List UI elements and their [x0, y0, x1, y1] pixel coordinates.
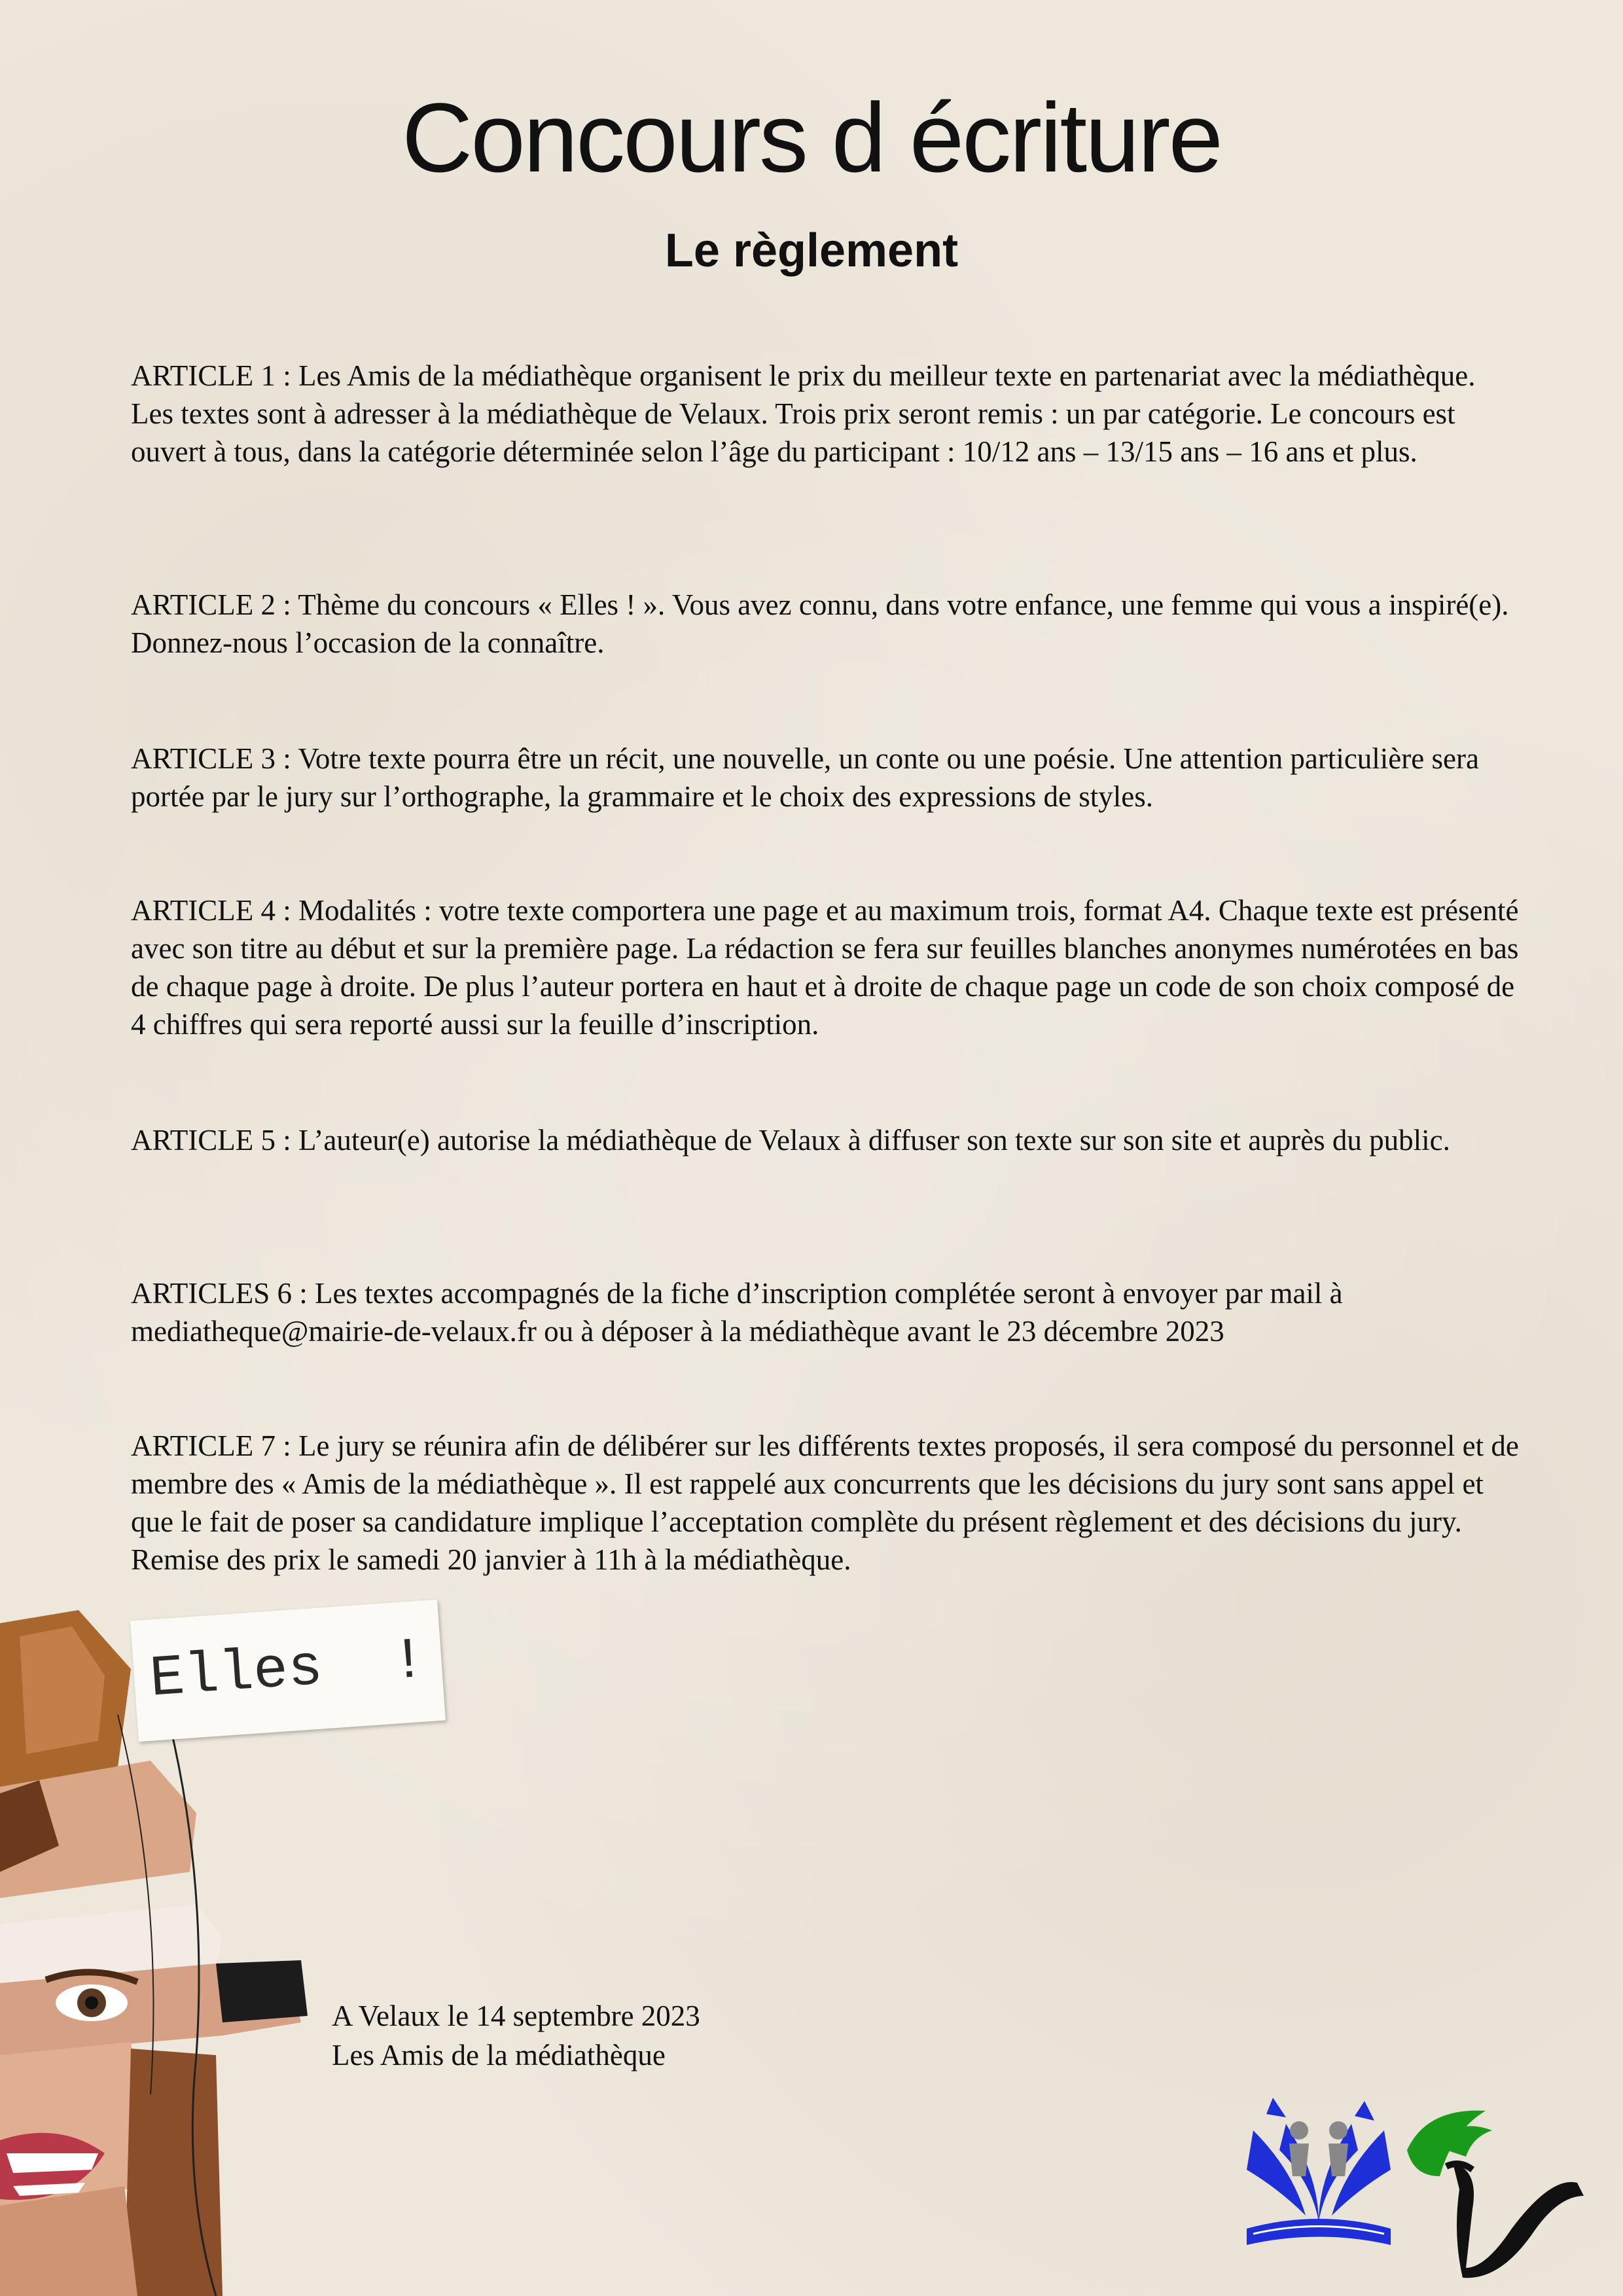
page-subtitle: Le règlement — [664, 224, 959, 277]
article-3: ARTICLE 3 : Votre texte pourra être un récit, une nouvelle, un conte ou une poésie. Une attention particulière sera portée par le jury sur l’orthographe, la grammaire et le choix des expressions de styles. — [131, 742, 1479, 813]
article-6: ARTICLES 6 : Les textes accompagnés de la fiche d’inscription complétée seront à envoyer par mail à mediatheque@mairie-de-velaux.fr ou à déposer à la médiathèque avant le 23 décembre 2023 — [131, 1277, 1343, 1348]
article-4: ARTICLE 4 : Modalités : votre texte comportera une page et au maximum trois, format A4. Chaque texte est présenté avec son titre au début et sur la première page. La rédaction se fera sur feuilles blanches anonymes numérotées en bas de chaque page à droite. De plus l’auteur portera en haut et à droite de chaque page un code de son choix composé de 4 chiffres qui sera reporté aussi sur la feuille d’inscription. — [131, 894, 1519, 1041]
article-1: ARTICLE 1 : Les Amis de la médiathèque organisent le prix du meilleur texte en partenariat avec la médiathèque. Les textes sont à adresser à la médiathèque de Velaux. Trois prix seront remis : un par catégorie. Le concours est ouvert à tous, dans la catégorie déterminée selon l’âge du participant : 10/12 ans – 13/15 ans – 16 ans et plus. — [131, 359, 1476, 468]
library-logo-icon — [1227, 2091, 1410, 2255]
elles-label-tag: Elles ! — [130, 1600, 446, 1742]
article-2: ARTICLE 2 : Thème du concours « Elles ! ». Vous avez connu, dans votre enfance, une femme qui vous a inspiré(e). Donnez-nous l’occasion de la connaître. — [131, 588, 1509, 659]
article-7: ARTICLE 7 : Le jury se réunira afin de délibérer sur les différents textes proposés, il sera composé du personnel et de membre des « Amis de la médiathèque ». Il est rappelé aux concurrents que les décisions du jury sont sans appel et que le fait de poser sa candidature implique l’acceptation complète du présent règlement et des décisions du jury. Remise des prix le samedi 20 janvier à 11h à la médiathèque. — [131, 1429, 1519, 1576]
page-title: Concours d écriture — [402, 82, 1221, 192]
article-5: ARTICLE 5 : L’auteur(e) autorise la médiathèque de Velaux à diffuser son texte sur son site et auprès du public. — [131, 1124, 1450, 1157]
velaux-v-logo-icon — [1400, 2104, 1590, 2281]
signature-place-date: A Velaux le 14 septembre 2023 — [332, 2000, 700, 2032]
signature-block — [332, 1996, 700, 2075]
signature-author: Les Amis de la médiathèque — [332, 2039, 666, 2072]
